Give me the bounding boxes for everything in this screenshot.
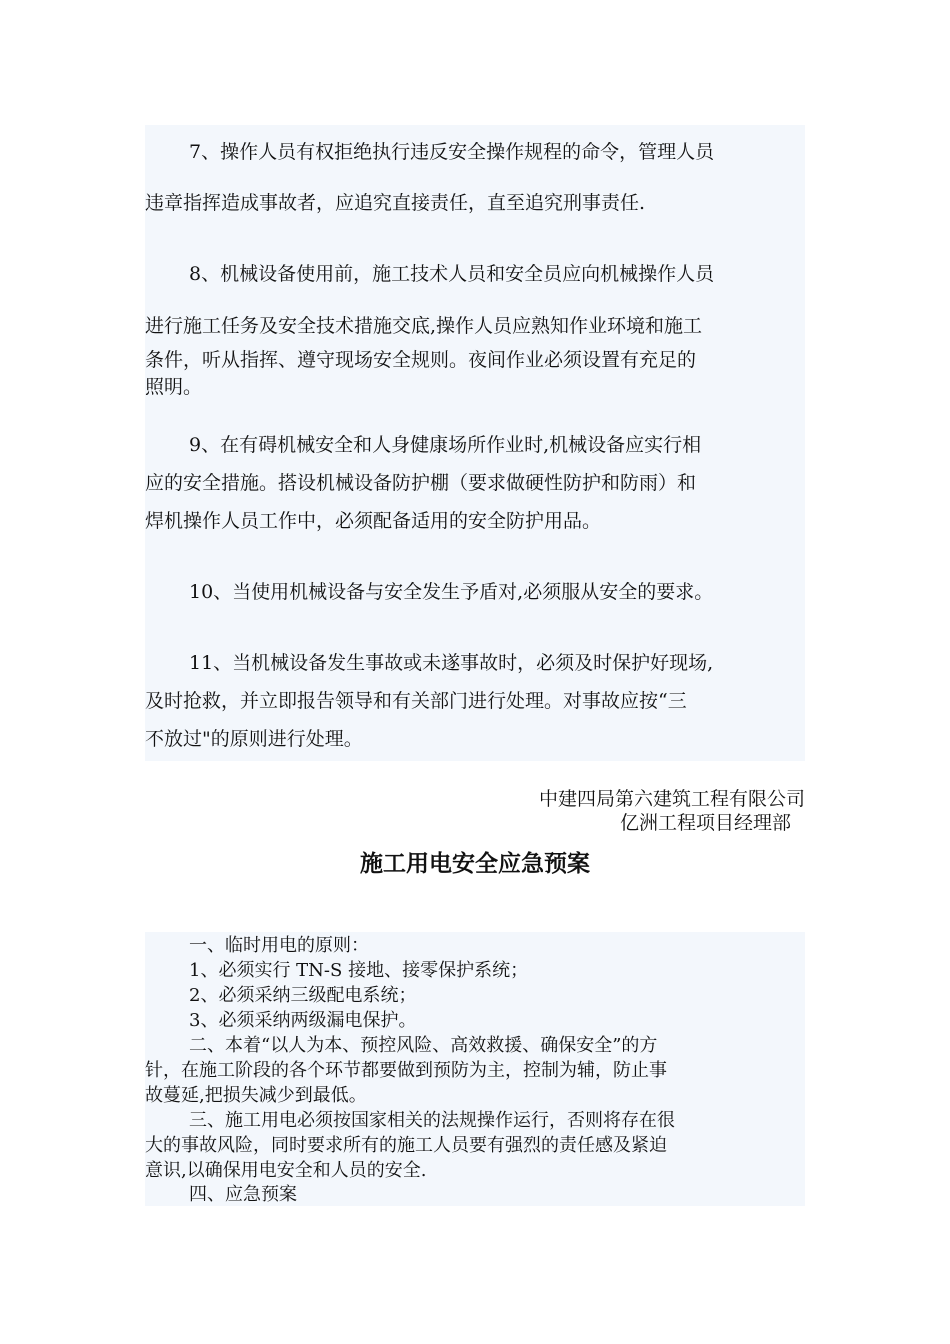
document-title: 施工用电安全应急预案 xyxy=(360,850,590,877)
rule-8-line-1: 8、机械设备使用前，施工技术人员和安全员应向机械操作人员 xyxy=(189,263,715,285)
rule-11-line-1: 11、当机械设备发生事故或未遂事故时，必须及时保护好现场, xyxy=(189,652,714,674)
plan-line: 3、必须采纳两级漏电保护。 xyxy=(189,1010,417,1031)
department-name: 亿洲工程项目经理部 xyxy=(619,812,791,834)
plan-line: 故蔓延,把损失减少到最低。 xyxy=(145,1085,367,1106)
plan-line: 大的事故风险，同时要求所有的施工人员要有强烈的责任感及紧迫 xyxy=(145,1135,667,1156)
rule-7-line-1: 7、操作人员有权拒绝执行违反安全操作规程的命令，管理人员 xyxy=(189,141,715,163)
company-name: 中建四局第六建筑工程有限公司 xyxy=(538,788,805,810)
plan-line: 一、临时用电的原则： xyxy=(189,935,369,956)
rule-7-line-2: 违章指挥造成事故者，应追究直接责任，直至追究刑事责任. xyxy=(145,192,646,214)
rule-10-line-1: 10、当使用机械设备与安全发生予盾对,必须服从安全的要求。 xyxy=(189,581,714,603)
rule-8-line-2: 进行施工任务及安全技术措施交底,操作人员应熟知作业环境和施工 xyxy=(145,315,703,337)
emergency-plan-section xyxy=(145,932,805,1206)
plan-line: 2、必须采纳三级配电系统； xyxy=(189,985,417,1006)
rule-8-line-4: 照明。 xyxy=(145,376,203,398)
rule-11-line-3: 不放过"的原则进行处理。 xyxy=(145,728,363,750)
plan-line: 二、本着“以人为本、预控风险、高效救援、确保安全”的方 xyxy=(189,1035,658,1056)
plan-line: 针，在施工阶段的各个环节都要做到预防为主，控制为辅，防止事 xyxy=(145,1060,667,1081)
rule-9-line-2: 应的安全措施。搭设机械设备防护棚（要求做硬性防护和防雨）和 xyxy=(145,472,697,494)
plan-line: 意识,以确保用电安全和人员的安全. xyxy=(145,1160,427,1181)
plan-line: 三、施工用电必须按国家相关的法规操作运行，否则将存在很 xyxy=(189,1110,675,1131)
plan-line: 1、必须实行 TN-S 接地、接零保护系统； xyxy=(189,960,529,981)
rules-section xyxy=(145,125,805,761)
rule-11-line-2: 及时抢救，并立即报告领导和有关部门进行处理。对事故应按“三 xyxy=(145,690,687,712)
rule-8-line-3: 条件，听从指挥、遵守现场安全规则。夜间作业必须设置有充足的 xyxy=(145,349,697,371)
plan-line: 四、应急预案 xyxy=(189,1184,297,1205)
rule-9-line-1: 9、在有碍机械安全和人身健康场所作业时,机械设备应实行相 xyxy=(189,434,702,456)
rule-9-line-3: 焊机操作人员工作中，必须配备适用的安全防护用品。 xyxy=(145,510,602,532)
